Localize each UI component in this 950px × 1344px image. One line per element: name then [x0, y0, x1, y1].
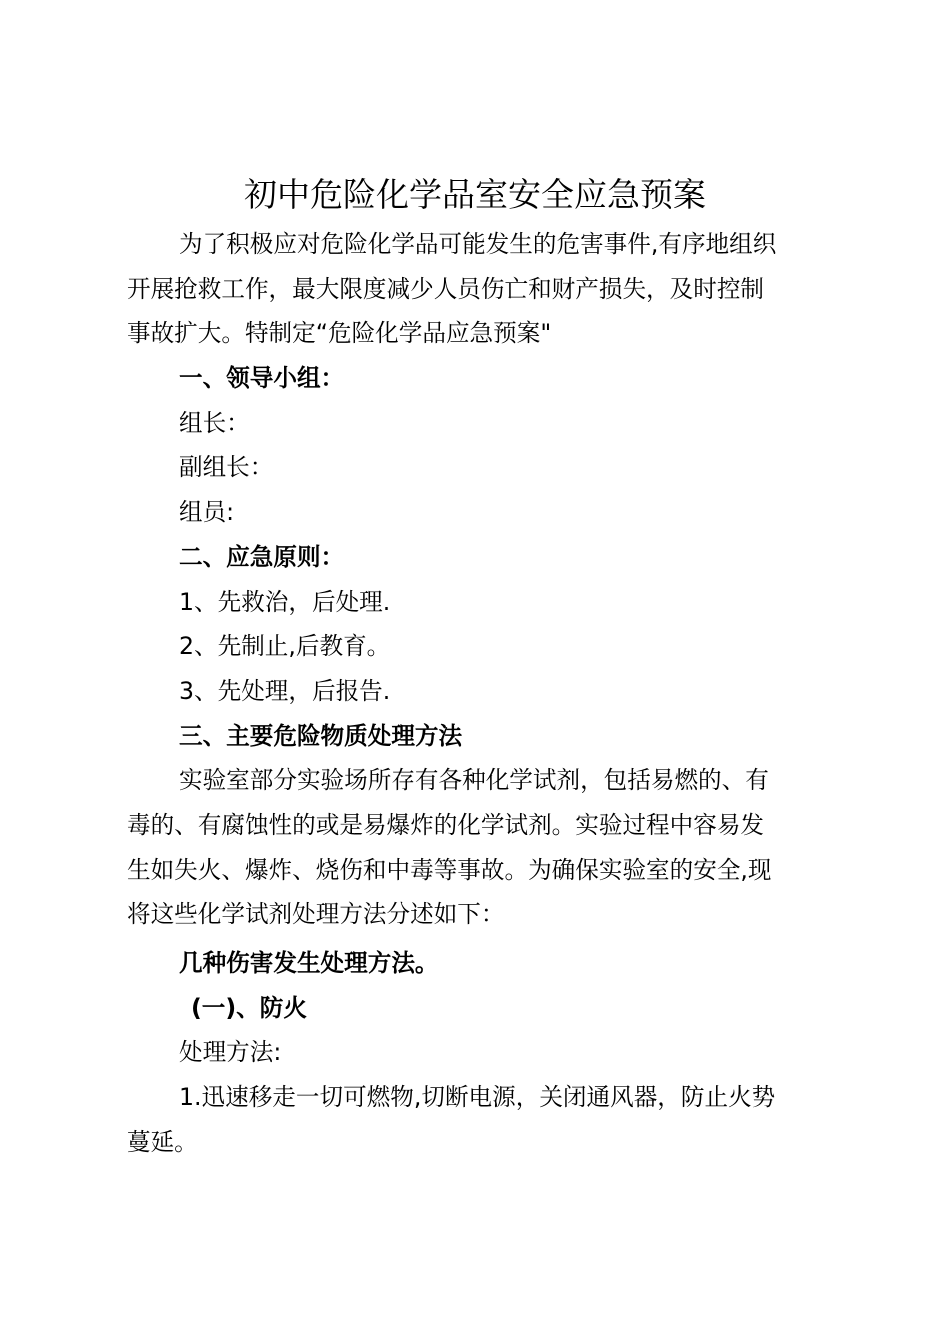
- methods-paragraph-line: 生如失火、爆炸、烧伤和中毒等事故。为确保实验室的安全,现: [127, 855, 772, 884]
- section-heading-methods: 三、主要危险物质处理方法: [179, 721, 463, 750]
- methods-paragraph-line: 实验室部分实验场所存有各种化学试剂，包括易燃的、有: [179, 766, 769, 795]
- member-item: 组员:: [179, 498, 235, 527]
- principle-item: 3、先处理，后报告.: [179, 676, 391, 705]
- document-title: 初中危险化学品室安全应急预案: [244, 175, 706, 214]
- fire-step-line: 1.迅速移走一切可燃物,切断电源，关闭通风器，防止火势: [179, 1083, 776, 1112]
- methods-paragraph-line: 毒的、有腐蚀性的或是易爆炸的化学试剂。实验过程中容易发: [127, 810, 765, 839]
- section-heading-leadership: 一、领导小组：: [179, 364, 345, 393]
- method-label: 处理方法:: [179, 1038, 282, 1067]
- intro-line: 为了积极应对危险化学品可能发生的危害事件,有序地组织: [179, 230, 777, 258]
- injury-subheading: 几种伤害发生处理方法。: [179, 949, 439, 977]
- principle-item: 2、先制止,后教育。: [179, 632, 391, 661]
- fire-prevention-heading: (一)、防火: [191, 993, 307, 1022]
- intro-line: 开展抢救工作，最大限度减少人员伤亡和财产损失，及时控制: [127, 274, 765, 303]
- intro-line: 事故扩大。特制定“危险化学品应急预案": [127, 319, 552, 348]
- deputy-leader-item: 副组长：: [179, 453, 274, 482]
- document-body: [127, 222, 833, 1164]
- principle-item: 1、先救治，后处理.: [179, 587, 391, 616]
- section-heading-principles: 二、应急原则：: [179, 542, 345, 571]
- fire-step-line: 蔓延。: [127, 1127, 198, 1156]
- methods-paragraph-line: 将这些化学试剂处理方法分述如下：: [127, 900, 505, 929]
- leader-item: 组长：: [179, 408, 250, 437]
